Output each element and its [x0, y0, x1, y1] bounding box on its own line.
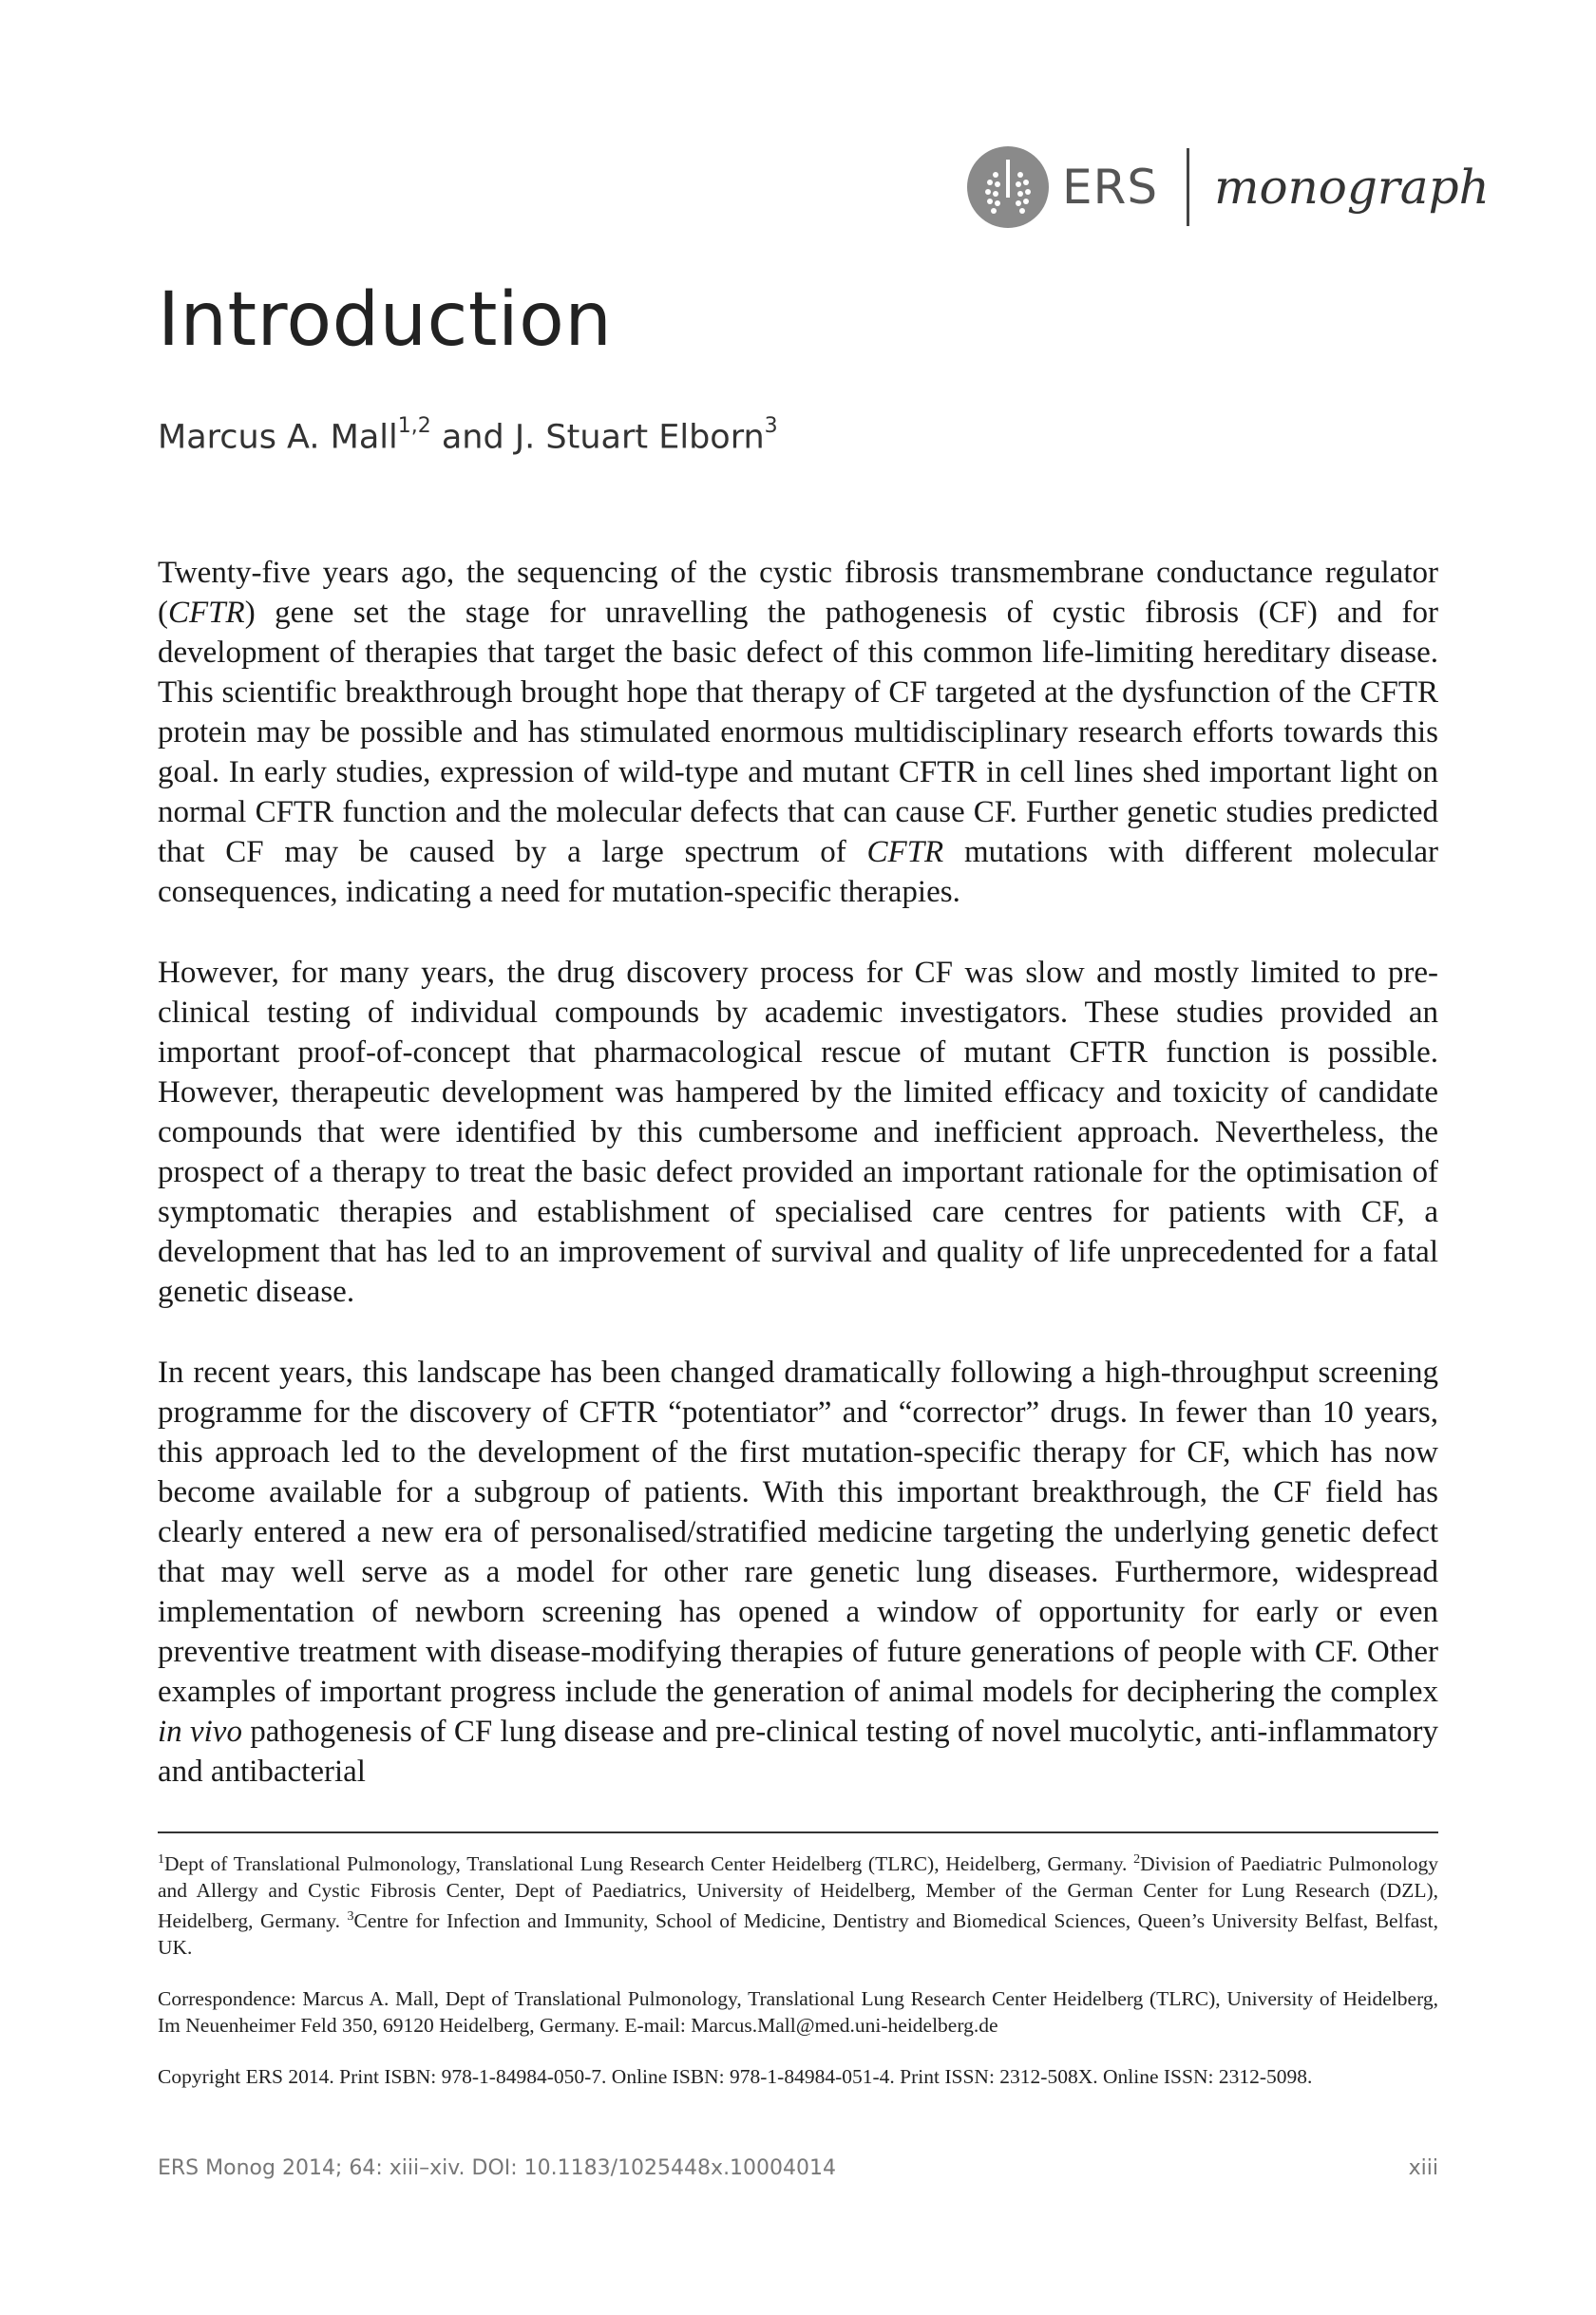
- footnotes: [158, 1847, 1438, 2115]
- logo-ers-text: ERS: [1062, 160, 1159, 215]
- paragraph-1: [158, 553, 1438, 912]
- affiliation-text: Dept of Translational Pulmonology, Translational Lung Research Center Heidelberg (TLRC), Heidelberg, Germany.: [164, 1852, 1134, 1876]
- page-title: Introduction: [158, 277, 613, 363]
- gene-name: CFTR: [866, 835, 944, 869]
- affiliation-marker: 1: [158, 1852, 164, 1867]
- author-name: Marcus A. Mall: [158, 418, 398, 457]
- page-number: xiii: [1408, 2156, 1438, 2180]
- copyright: Copyright ERS 2014. Print ISBN: 978-1-84984-050-7. Online ISBN: 978-1-84984-051-4. Print ISSN: 2312-508X. Online ISSN: 2312-5098.: [158, 2065, 1313, 2089]
- text-run: In recent years, this landscape has been changed dramatically following a high-throughput screening programme for the discovery of CFTR “potentiator” and “corrector” drugs. In fewer than 10 years, this approach led to the development of the first mutation-specific therapy for CF, which has now become available for a subgroup of patients. With this important breakthrough, the CF field has clearly entered a new era of personalised/stratified medicine targeting the underlying genetic defect that may well serve as a model for other rare genetic lung diseases. Furthermore, widespread implementation of newborn screening has opened a window of opportunity for early or even preventive treatment with disease-modifying therapies of future generations of people with CF. Other examples of important progress include the generation of animal models for deciphering the complex: [158, 1356, 1438, 1709]
- page-footer: [158, 2156, 1438, 2180]
- text-run: mutations with different molecular consequences, indicating a need for mutation-specific therapies.: [158, 835, 1438, 909]
- text-run: Twenty-five years ago, the sequencing of the cystic fibrosis transmembrane conductance regulator (: [158, 556, 1438, 630]
- affiliation-marker: 3: [347, 1909, 354, 1925]
- ers-monograph-logo: [967, 142, 1490, 232]
- text-run: pathogenesis of CF lung disease and pre-clinical testing of novel mucolytic, anti-inflammatory and antibacterial: [158, 1715, 1438, 1789]
- body-text: [158, 553, 1438, 1832]
- logo-monograph-text: monograph: [1214, 160, 1490, 215]
- affiliations: [158, 1847, 1438, 1961]
- author-name: J. Stuart Elborn: [514, 418, 765, 457]
- affiliation-marker: 3: [764, 414, 778, 438]
- paragraph-3: [158, 1353, 1438, 1792]
- affiliation-marker: 2: [1133, 1852, 1141, 1867]
- paragraph-2: However, for many years, the drug discovery process for CF was slow and mostly limited to pre-clinical testing of individual compounds by academic investigators. These studies provided an important proof-of-concept that pharmacological rescue of mutant CFTR function is possible. However, therapeutic development was hampered by the limited efficacy and toxicity of candidate compounds that were identified by this cumbersome and inefficient approach. Nevertheless, the prospect of a therapy to treat the basic defect provided an important rationale for the optimisation of symptomatic therapies and establishment of specialised care centres for patients with CF, a development that has led to an improvement of survival and quality of life unprecedented for a fatal genetic disease.: [158, 956, 1438, 1309]
- footnote-rule: [158, 1831, 1438, 1833]
- author-joiner: and: [430, 418, 515, 457]
- correspondence: Correspondence: Marcus A. Mall, Dept of Translational Pulmonology, Translational Lung Research Center Heidelberg (TLRC), University of Heidelberg, Im Neuenheimer Feld 350, 69120 Heidelberg, Germany. E-mail: Marcus.Mall@med.uni-heidelberg.de: [158, 1987, 1438, 2038]
- logo-divider: [1187, 148, 1189, 226]
- gene-name: CFTR: [168, 596, 245, 630]
- affiliation-text: Division of Paediatric Pulmonology and Allergy and Cystic Fibrosis Center, Dept of Paediatrics, University of Heidelberg, Member of the German Center for Lung Research (DZL), Heidelberg, Germany.: [158, 1852, 1438, 1933]
- citation: ERS Monog 2014; 64: xiii–xiv. DOI: 10.1183/1025448x.10004014: [158, 2156, 837, 2180]
- lungs-logo-icon: [967, 146, 1049, 228]
- affiliation-marker: 1,2: [397, 414, 431, 438]
- author-line: [158, 414, 778, 457]
- text-run: ) gene set the stage for unravelling the pathogenesis of cystic fibrosis (CF) and for development of therapies that target the basic defect of this common life-limiting hereditary disease. This scientific breakthrough brought hope that therapy of CF targeted at the dysfunction of the CFTR protein may be possible and has stimulated enormous multidisciplinary research efforts towards this goal. In early studies, expression of wild-type and mutant CFTR in cell lines shed important light on normal CFTR function and the molecular defects that can cause CF. Further genetic studies predicted that CF may be caused by a large spectrum of: [158, 596, 1438, 869]
- italic-term: in vivo: [158, 1715, 242, 1749]
- affiliation-text: Centre for Infection and Immunity, School of Medicine, Dentistry and Biomedical Sciences, Queen’s University Belfast, Belfast, UK.: [158, 1909, 1438, 1960]
